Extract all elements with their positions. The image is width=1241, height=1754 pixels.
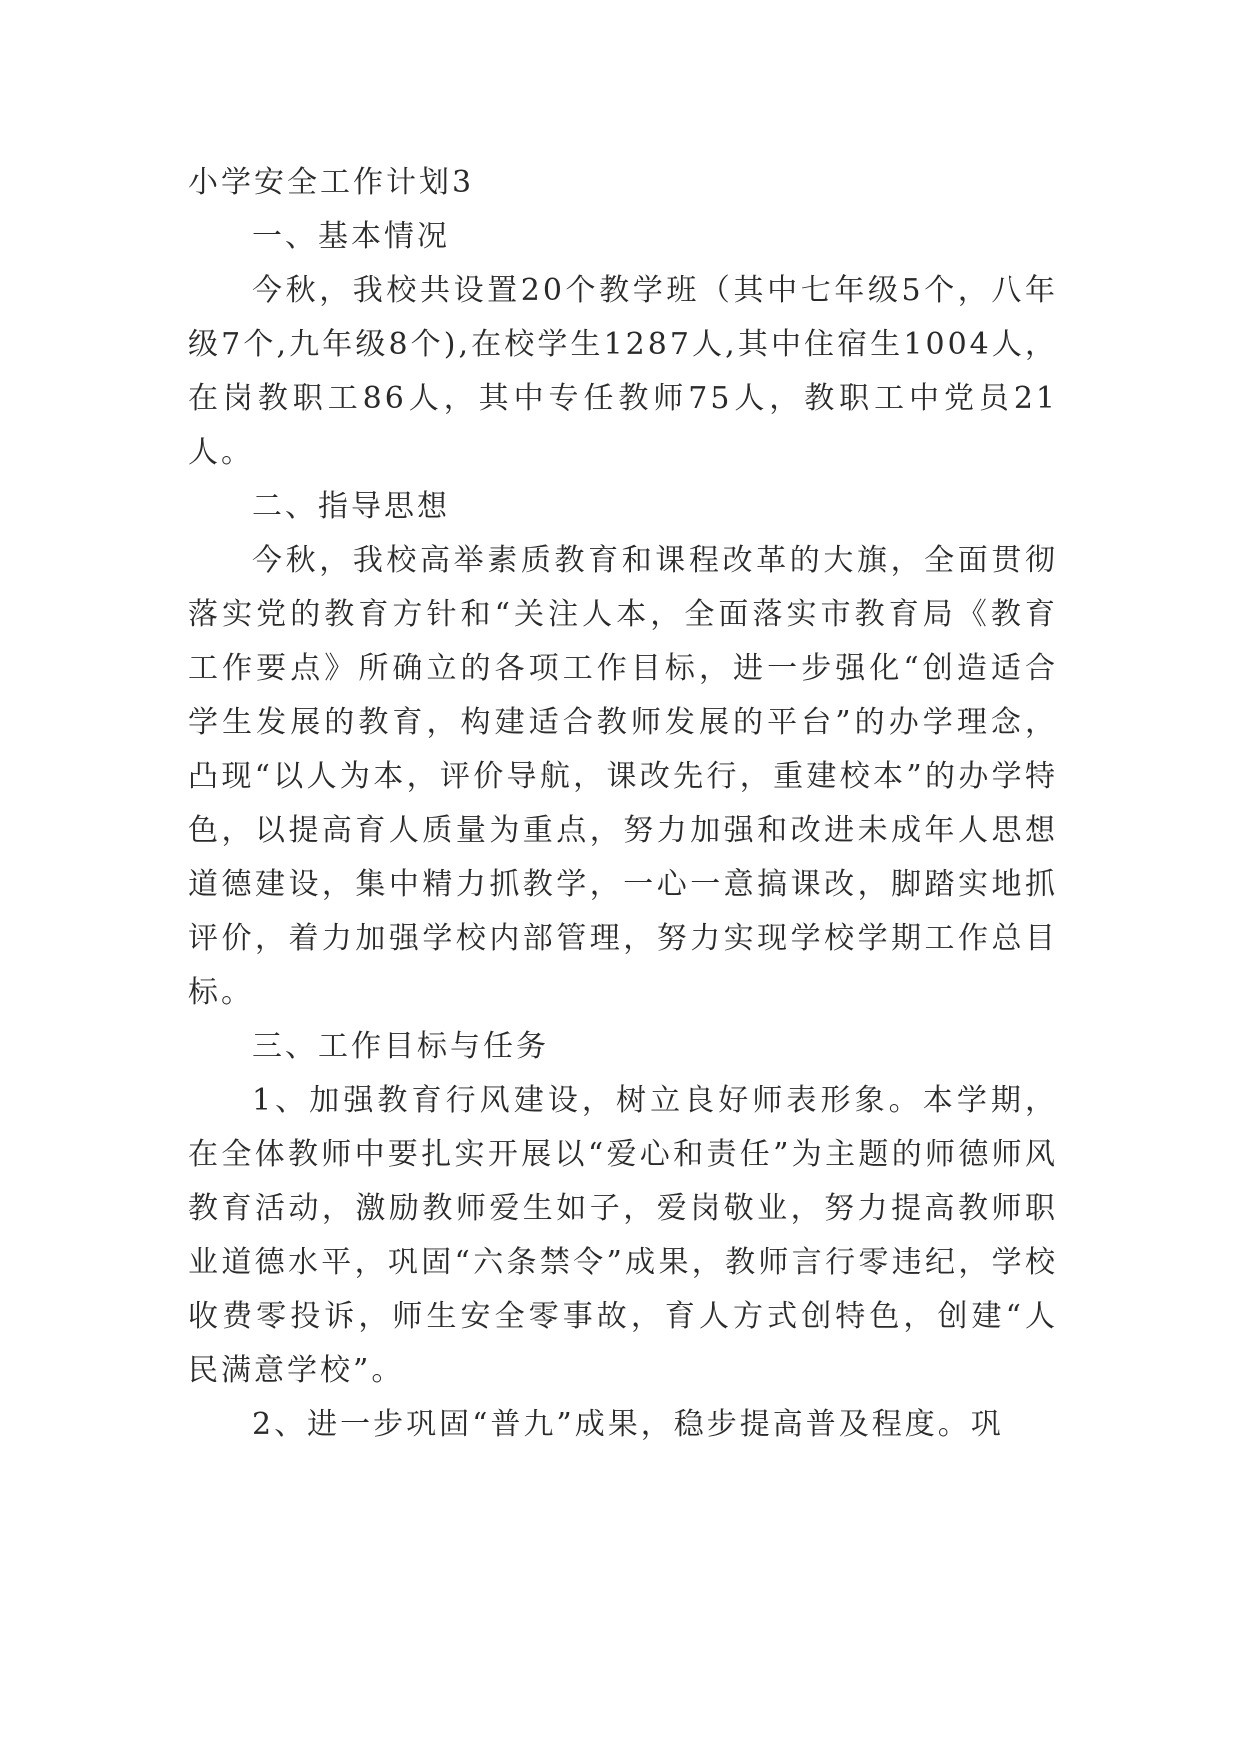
paragraph-basic-situation: 今秋，我校共设置20个教学班（其中七年级5个，八年级7个,九年级8个),在校学生1287人,其中住宿生1004人，在岗教职工86人，其中专任教师75人，教职工中党员21人。 [188,273,1058,470]
section-heading-goals-tasks: 三、工作目标与任务 [252,1029,549,1064]
paragraph-guiding-ideology: 今秋，我校高举素质教育和课程改革的大旗，全面贯彻落实党的教育方针和“关注人本，全面落实市教育局《教育工作要点》所确立的各项工作目标，进一步强化“创造适合学生发展的教育，构建适合教师发展的平台”的办学理念，凸现“以人为本，评价导航，课改先行，重建校本”的办学特色，以提高育人质量为重点，努力加强和改进未成年人思想道德建设，集中精力抓教学，一心一意搞课改，脚踏实地抓评价，着力加强学校内部管理，努力实现学校学期工作总目标。 [188,543,1058,1010]
paragraph-goal-2: 2、进一步巩固“普九”成果，稳步提高普及程度。巩 [252,1407,1004,1442]
document-body [188,156,1058,1452]
section-heading-basic-situation: 一、基本情况 [252,219,450,254]
section-heading-guiding-ideology: 二、指导思想 [252,489,450,524]
document-title: 小学安全工作计划3 [188,165,475,200]
paragraph-goal-1: 1、加强教育行风建设，树立良好师表形象。本学期，在全体教师中要扎实开展以“爱心和责任”为主题的师德师风教育活动，激励教师爱生如子，爱岗敬业，努力提高教师职业道德水平，巩固“六条禁令”成果，教师言行零违纪，学校收费零投诉，师生安全零事故，育人方式创特色，创建“人民满意学校”。 [188,1083,1058,1388]
